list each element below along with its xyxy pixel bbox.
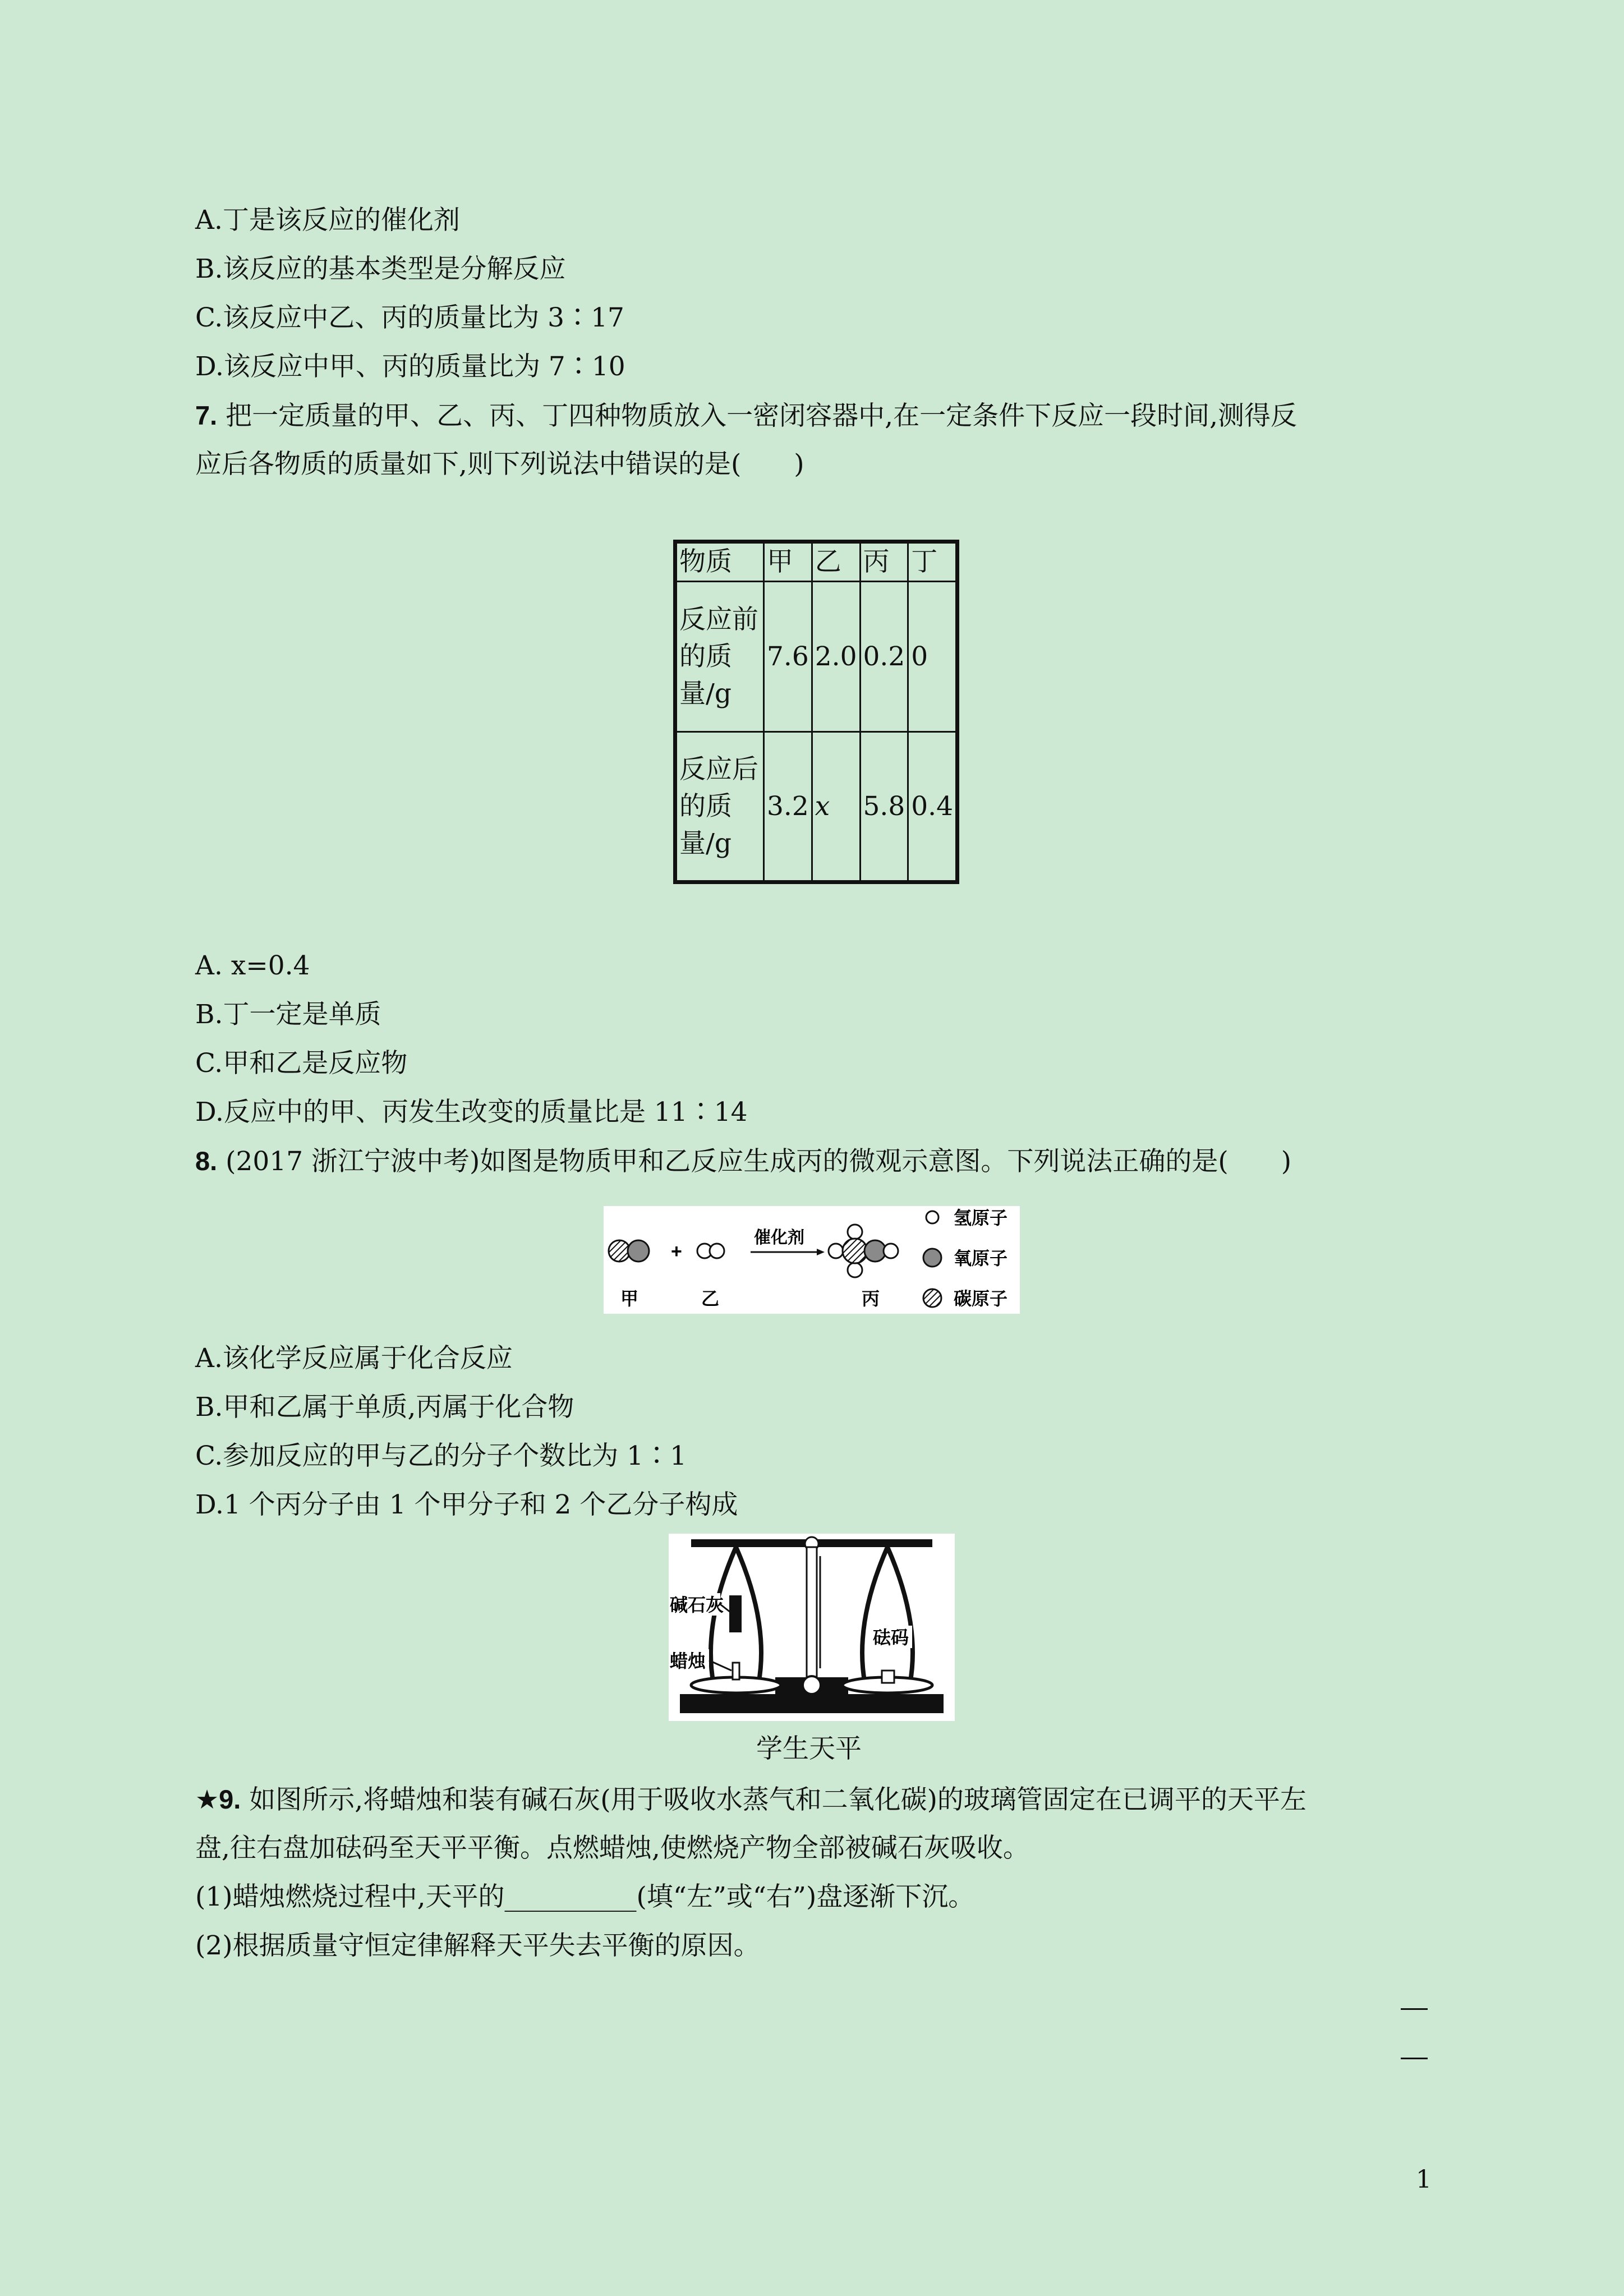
weight-icon [882,1671,894,1683]
lime-tube [729,1595,742,1632]
q7-text-1: 把一定质量的甲、乙、丙、丁四种物质放入一密闭容器中,在一定条件下反应一段时间,测得反 [226,401,1298,431]
q6-option-d: D.该反应中甲、丙的质量比为 7∶10 [195,351,625,382]
q8-option-c: C.参加反应的甲与乙的分子个数比为 1∶1 [195,1441,687,1471]
q6-option-c: C.该反应中乙、丙的质量比为 3∶17 [195,302,624,333]
right-hanger [862,1547,913,1684]
label-candle: 蜡烛 [670,1650,706,1672]
hydrogen-atom-icon [884,1244,898,1258]
balance-base [680,1694,944,1713]
table-header-yi: 乙 [812,542,860,582]
table-cell: 0.2 [860,582,908,732]
q7-option-b: B.丁一定是单质 [195,999,381,1030]
catalyst-label: 催化剂 [754,1228,804,1248]
q7-option-c: C.甲和乙是反应物 [195,1048,408,1079]
q8-option-d: D.1 个丙分子由 1 个甲分子和 2 个乙分子构成 [195,1489,738,1520]
legend-carbon-icon [923,1289,941,1307]
student-balance-figure [669,1534,955,1721]
legend-hydrogen: 氢原子 [954,1207,1008,1228]
hydrogen-atom-icon [848,1263,862,1277]
reaction-microscopic-diagram [604,1206,1020,1314]
q9-sub2: (2)根据质量守恒定律解释天平失去平衡的原因。 [195,1930,760,1961]
candle-icon [733,1663,739,1680]
table-header-substance: 物质 [675,542,764,582]
balance-pillar [807,1547,817,1677]
table-cell: 7.6 [764,582,812,732]
table-header-jia: 甲 [764,542,812,582]
carbon-atom-icon [843,1239,867,1263]
q8-number: 8. [195,1146,218,1176]
label-bing: 丙 [862,1288,880,1309]
q6-option-b: B.该反应的基本类型是分解反应 [195,254,566,284]
oxygen-atom-icon [864,1240,886,1262]
label-jia: 甲 [620,1288,639,1309]
q9-stem-line2: 盘,往右盘加砝码至天平平衡。点燃蜡烛,使燃烧产物全部被碱石灰吸收。 [195,1833,1029,1864]
hydrogen-atom-icon [829,1244,843,1258]
legend-hydrogen-icon [926,1211,938,1223]
table-row-after-label: 反应后的质量/g [675,732,764,882]
q7-number: 7. [195,401,218,430]
carbon-atom-icon [609,1240,630,1262]
q7-option-d: D.反应中的甲、丙发生改变的质量比是 11∶14 [195,1097,748,1128]
table-cell: 0 [908,582,958,732]
legend-oxygen-icon [923,1249,941,1267]
legend-carbon: 碳原子 [954,1288,1008,1309]
hydrogen-atom-icon [710,1244,724,1258]
arrow-head-icon [817,1249,825,1255]
page-number: 1 [1416,2165,1432,2194]
q9-number: ★9. [195,1784,241,1814]
q7-stem-line2: 应后各物质的质量如下,则下列说法中错误的是( ) [195,449,804,480]
balance-svg [669,1534,955,1721]
table-row-before-label: 反应前的质量/g [675,582,764,732]
q7-option-a: A. x=0.4 [195,950,310,981]
table-cell: 5.8 [860,732,908,882]
oxygen-atom-icon [628,1240,649,1262]
q8-stem [195,1144,1291,1179]
legend-oxygen: 氧原子 [954,1248,1008,1269]
q9-stem-line1 [195,1783,1306,1817]
plus-sign: + [671,1241,682,1262]
label-soda-lime: 碱石灰 [670,1594,724,1616]
label-yi: 乙 [701,1288,720,1309]
q8-option-a: A.该化学反应属于化合反应 [195,1343,513,1374]
answer-dash [1401,2008,1428,2010]
answer-dash [1401,2058,1428,2059]
table-header-bing: 丙 [860,542,908,582]
q9-text-1: 如图所示,将蜡烛和装有碱石灰(用于吸收水蒸气和二氧化碳)的玻璃管固定在已调平的天平左 [249,1784,1306,1815]
reaction-svg [604,1206,1020,1314]
table-cell: 0.4 [908,732,958,882]
table-cell: x [812,732,860,882]
hydrogen-atom-icon [848,1225,862,1239]
q7-stem-line1 [195,399,1297,433]
q6-option-a: A.丁是该反应的催化剂 [195,205,460,236]
table-cell: 2.0 [812,582,860,732]
q9-sub1: (1)蜡烛燃烧过程中,天平的__________(填“左”或“右”)盘逐渐下沉。 [195,1881,975,1912]
label-weights: 砝码 [873,1627,909,1648]
q8-text: (2017 浙江宁波中考)如图是物质甲和乙反应生成丙的微观示意图。下列说法正确的是( ) [226,1146,1292,1177]
figure-caption: 学生天平 [756,1733,862,1764]
q8-option-b: B.甲和乙属于单质,丙属于化合物 [195,1392,574,1423]
table-header-ding: 丁 [908,542,958,582]
table-cell: 3.2 [764,732,812,882]
adjust-knob-icon [803,1676,821,1694]
q7-mass-table [673,540,959,884]
